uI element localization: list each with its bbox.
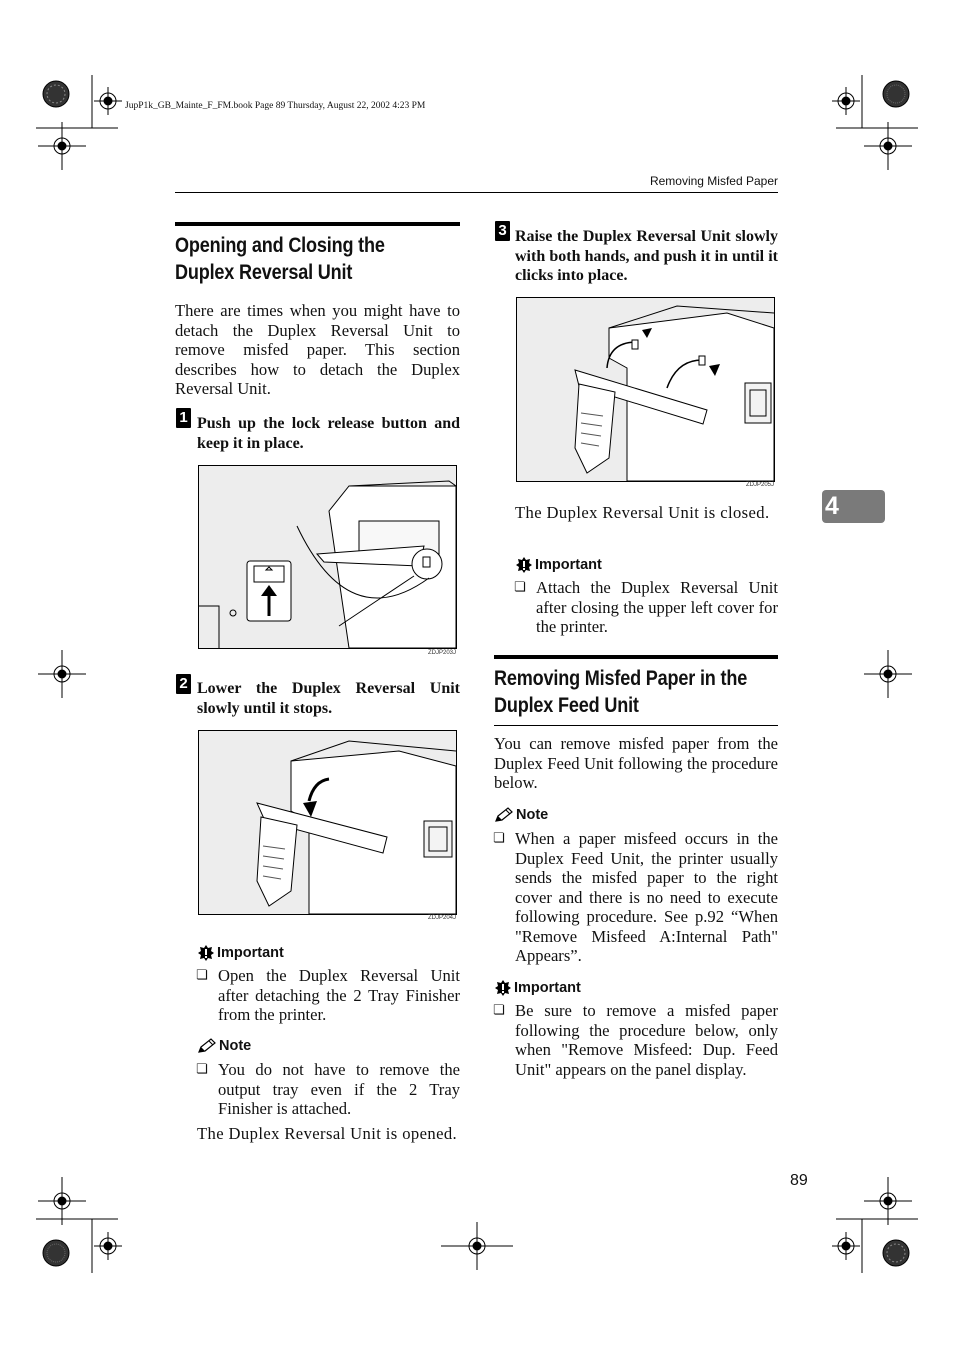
running-head: Removing Misfed Paper [649, 174, 778, 188]
step-2-text: Lower the Duplex Reversal Unit slowly until it stops. [197, 680, 460, 717]
note-label: Note [494, 807, 548, 823]
printer-lock-illustration [199, 466, 456, 648]
section-title: Removing Misfed Paper in the Duplex Feed Unit [494, 667, 748, 717]
header-rule [175, 192, 778, 193]
important-label: Important [515, 556, 602, 574]
figure-id: ZDJP204J [428, 915, 457, 921]
registration-dial-icon [43, 81, 909, 1266]
note-text: You do not have to remove the output tray even if the 2 Tray Finisher is attached. [218, 1060, 460, 1118]
step-3-text: Raise the Duplex Reversal Unit slowly with both hands, and push it in until it clicks into place. [515, 228, 778, 284]
important-label: Important [494, 979, 581, 997]
result-text: The Duplex Reversal Unit is closed. [515, 503, 770, 522]
pencil-icon [197, 1038, 217, 1054]
chapter-tab [822, 490, 885, 523]
section-title: Opening and Closing the Duplex Reversal Unit [175, 234, 385, 284]
section-bottom-rule [494, 725, 778, 726]
figure-lower-unit [198, 730, 457, 915]
step-number-3: 3 [495, 221, 510, 241]
important-text: Be sure to remove a misfed paper following the procedure below, only when "Remove Misfeed: Dup. Feed Unit" appears on the panel display. [515, 1001, 778, 1079]
important-text: Open the Duplex Reversal Unit after detaching the 2 Tray Finisher from the printer. [218, 966, 460, 1024]
checkbox-bullet-icon: ❏ [514, 580, 526, 595]
step-number-2: 2 [176, 674, 191, 694]
chapter-number: 4 [825, 492, 839, 520]
intro-paragraph: There are times when you might have to detach the Duplex Reversal Unit to remove misfed paper. This section describes how to detach the Duplex Reversal Unit. [175, 301, 460, 398]
checkbox-bullet-icon: ❏ [196, 968, 208, 983]
file-info: JupP1k_GB_Mainte_F_FM.book Page 89 Thursday, August 22, 2002 4:23 PM [125, 101, 426, 111]
important-text: Attach the Duplex Reversal Unit after closing the upper left cover for the printer. [536, 578, 778, 636]
pencil-icon [494, 807, 514, 823]
crosshair-registration-icon [38, 87, 912, 1270]
figure-lock-release [198, 465, 457, 649]
figure-id: ZDJP205J [746, 482, 775, 488]
checkbox-bullet-icon: ❏ [493, 1003, 505, 1018]
page-number: 89 [790, 1172, 808, 1189]
important-label: Important [197, 944, 284, 962]
important-icon [494, 979, 512, 997]
step-number-1: 1 [176, 408, 191, 428]
section-rule [494, 655, 778, 659]
step-1-text: Push up the lock release button and keep it in place. [197, 415, 460, 452]
important-icon [197, 944, 215, 962]
duplex-lower-illustration [199, 731, 456, 914]
important-icon [515, 556, 533, 574]
duplex-raise-illustration [517, 298, 774, 481]
figure-raise-unit [516, 297, 775, 482]
figure-id: ZDJP203J [428, 650, 457, 656]
checkbox-bullet-icon: ❏ [196, 1062, 208, 1077]
section-rule [175, 222, 460, 226]
result-text: The Duplex Reversal Unit is opened. [197, 1124, 458, 1143]
note-label: Note [197, 1038, 251, 1054]
intro-paragraph: You can remove misfed paper from the Duplex Feed Unit following the procedure below. [494, 734, 778, 792]
checkbox-bullet-icon: ❏ [493, 831, 505, 846]
note-text: When a paper misfeed occurs in the Duplex Feed Unit, the printer usually sends the misfed paper to the right cover and there is no need to execute following procedure. See p.92 “When "Remove Misfeed A:Internal Path" Appears”. [515, 829, 778, 965]
